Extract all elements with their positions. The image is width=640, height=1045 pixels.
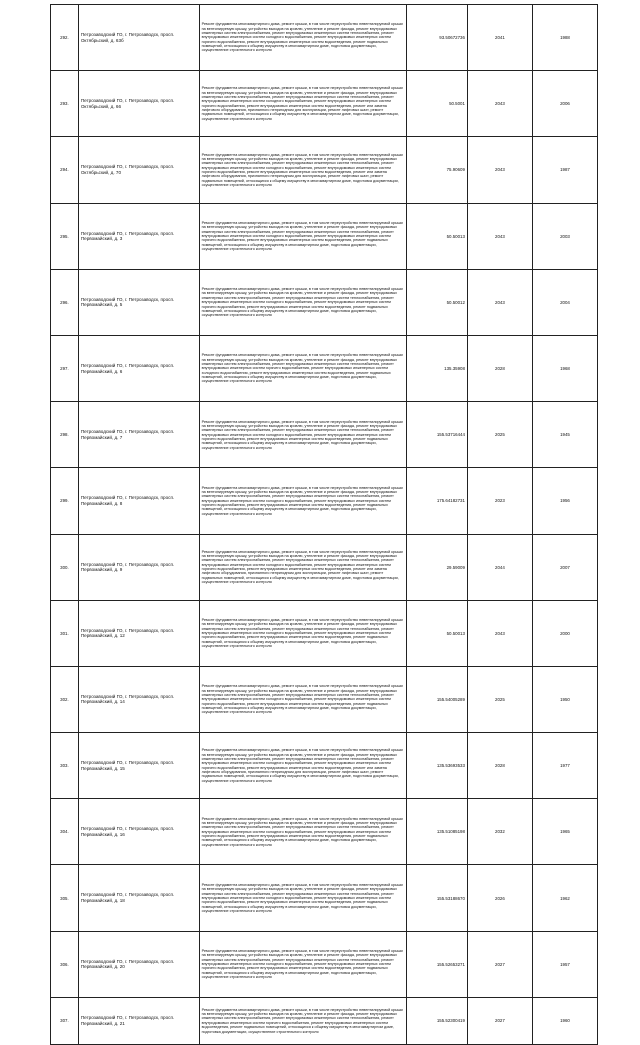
build-year-cell: 1965 xyxy=(532,799,597,865)
work-description-cell: Ремонт фундамента многоквартирного дома, ремонт крыши, в том числе переустройство невентилируемой крыши на вентилируемую крышу, устройство выходов на кровлю, утепление и ремонт фасада, ремонт внутридомовых инженерных систем электроснабжения, ремонт внутридомовых инженерных систем теплоснабжения, ремонт внутридомовых инженерных систем холодного водоснабжения, ремонт внутридомовых инженерных систем горячего водоснабжения, ремонт внутридомовых инженерных систем водоотведения, ремонт подвальных помещений, относящихся к общему имуществу в многоквартирном доме, подготовка документации, осуществление строительного контроля xyxy=(199,402,406,468)
cost-cell: 29.59009 xyxy=(407,534,468,600)
row-number: 295. xyxy=(51,203,79,269)
build-year-cell: 1988 xyxy=(532,5,597,71)
planned-year-cell: 2025 xyxy=(467,402,532,468)
table-body xyxy=(51,5,598,1045)
planned-year-cell: 2043 xyxy=(467,137,532,203)
work-description-cell: Ремонт фундамента многоквартирного дома, ремонт крыши, в том числе переустройство невентилируемой крыши на вентилируемую крышу, устройство выходов на кровлю, утепление и ремонт фасада, ремонт внутридомовых инженерных систем электроснабжения, ремонт внутридомовых инженерных систем теплоснабжения, ремонт внутридомовых инженерных систем холодного водоснабжения, ремонт внутридомовых инженерных систем горячего водоснабжения, ремонт внутридомовых инженерных систем водоотведения, ремонт подвальных помещений, относящихся к общему имуществу в многоквартирном доме, подготовка документации, осуществление строительного контроля xyxy=(199,5,406,71)
work-description-cell: Ремонт фундамента многоквартирного дома, ремонт крыши, в том числе переустройство невентилируемой крыши на вентилируемую крышу, устройство выходов на кровлю, утепление и ремонт фасада, ремонт внутридомовых инженерных систем электроснабжения, ремонт внутридомовых инженерных систем теплоснабжения, ремонт внутридомовых инженерных систем холодного водоснабжения, ремонт внутридомовых инженерных систем горячего водоснабжения, ремонт внутридомовых инженерных систем водоотведения, ремонт или замена лифтового оборудования, признанного непригодным для эксплуатации, ремонт лифтовых шахт, ремонт подвальных помещений, относящихся к общему имуществу в многоквартирном доме, подготовка документации, осуществление строительного контроля xyxy=(199,733,406,799)
cost-cell: 135.53693533 xyxy=(407,733,468,799)
address-cell: Петрозаводский ГО, г. Петрозаводск, просп. Октябрьский, д. 70 xyxy=(78,137,199,203)
address-cell: Петрозаводский ГО, г. Петрозаводск, просп. Первомайский, д. 18 xyxy=(78,865,199,931)
build-year-cell: 2004 xyxy=(532,269,597,335)
cost-cell: 155.54005289 xyxy=(407,666,468,732)
cost-cell: 155.53188670 xyxy=(407,865,468,931)
address-cell: Петрозаводский ГО, г. Петрозаводск, просп. Октябрьский, д. 63б xyxy=(78,5,199,71)
planned-year-cell: 2043 xyxy=(467,600,532,666)
build-year-cell: 2007 xyxy=(532,534,597,600)
address-cell: Петрозаводский ГО, г. Петрозаводск, просп. Первомайский, д. 21 xyxy=(78,997,199,1044)
table-row xyxy=(51,203,598,269)
planned-year-cell: 2043 xyxy=(467,71,532,137)
table-row xyxy=(51,71,598,137)
build-year-cell: 1950 xyxy=(532,666,597,732)
table-row xyxy=(51,534,598,600)
build-year-cell: 2006 xyxy=(532,71,597,137)
cost-cell: 135.35908 xyxy=(407,335,468,401)
document-page xyxy=(50,4,598,1045)
planned-year-cell: 2028 xyxy=(467,335,532,401)
work-description-cell: Ремонт фундамента многоквартирного дома, ремонт крыши, в том числе переустройство невентилируемой крыши на вентилируемую крышу, устройство выходов на кровлю, утепление и ремонт фасада, ремонт внутридомовых инженерных систем электроснабжения, ремонт внутридомовых инженерных систем теплоснабжения, ремонт внутридомовых инженерных систем горячего водоснабжения, ремонт внутридомовых инженерных систем холодного водоснабжения, ремонт внутридомовых инженерных систем водоотведения, ремонт подвальных помещений, относящихся к общему имуществу в многоквартирном доме, подготовка документации, осуществление строительного контроля xyxy=(199,335,406,401)
address-cell: Петрозаводский ГО, г. Петрозаводск, просп. Первомайский, д. 5 xyxy=(78,269,199,335)
build-year-cell: 1968 xyxy=(532,335,597,401)
build-year-cell: 1945 xyxy=(532,402,597,468)
table-row xyxy=(51,931,598,997)
work-description-cell: Ремонт фундамента многоквартирного дома, ремонт крыши, в том числе переустройство невентилируемой крыши на вентилируемую крышу, устройство выходов на кровлю, утепление и ремонт фасада, ремонт внутридомовых инженерных систем электроснабжения, ремонт внутридомовых инженерных систем теплоснабжения, ремонт внутридомовых инженерных систем горячего водоснабжения, ремонт внутридомовых инженерных систем водоотведения, ремонт подвальных помещений, относящихся к общему имуществу в многоквартирном доме, подготовка документации, осуществление строительного контроля xyxy=(199,997,406,1044)
cost-cell: 93.50672736 xyxy=(407,5,468,71)
cost-cell: 75.90609 xyxy=(407,137,468,203)
build-year-cell: 1977 xyxy=(532,733,597,799)
cost-cell: 50.50013 xyxy=(407,203,468,269)
work-description-cell: Ремонт фундамента многоквартирного дома, ремонт крыши, в том числе переустройство невентилируемой крыши на вентилируемую крышу, устройство выходов на кровлю, утепление и ремонт фасада, ремонт внутридомовых инженерных систем электроснабжения, ремонт внутридомовых инженерных систем теплоснабжения, ремонт внутридомовых инженерных систем холодного водоснабжения, ремонт внутридомовых инженерных систем горячего водоснабжения, ремонт внутридомовых инженерных систем водоотведения, ремонт или замена лифтового оборудования, признанного непригодным для эксплуатации, ремонт лифтовых шахт, ремонт подвальных помещений, относящихся к общему имуществу в многоквартирном доме, подготовка документации, осуществление строительного контроля xyxy=(199,137,406,203)
cost-cell: 175.64182731 xyxy=(407,468,468,534)
work-description-cell: Ремонт фундамента многоквартирного дома, ремонт крыши, в том числе переустройство невентилируемой крыши на вентилируемую крышу, устройство выходов на кровлю, утепление и ремонт фасада, ремонт внутридомовых инженерных систем электроснабжения, ремонт внутридомовых инженерных систем теплоснабжения, ремонт внутридомовых инженерных систем холодного водоснабжения, ремонт внутридомовых инженерных систем горячего водоснабжения, ремонт внутридомовых инженерных систем водоотведения, ремонт подвальных помещений, относящихся к общему имуществу в многоквартирном доме, подготовка документации, осуществление строительного контроля xyxy=(199,600,406,666)
row-number: 299. xyxy=(51,468,79,534)
work-description-cell: Ремонт фундамента многоквартирного дома, ремонт крыши, в том числе переустройство невентилируемой крыши на вентилируемую крышу, устройство выходов на кровлю, утепление и ремонт фасада, ремонт внутридомовых инженерных систем электроснабжения, ремонт внутридомовых инженерных систем теплоснабжения, ремонт внутридомовых инженерных систем холодного водоснабжения, ремонт внутридомовых инженерных систем горячего водоснабжения, ремонт внутридомовых инженерных систем водоотведения, ремонт или замена лифтового оборудования, признанного непригодным для эксплуатации, ремонт лифтовых шахт, ремонт подвальных помещений, относящихся к общему имуществу в многоквартирном доме, подготовка документации, осуществление строительного контроля xyxy=(199,71,406,137)
build-year-cell: 1957 xyxy=(532,931,597,997)
planned-year-cell: 2025 xyxy=(467,666,532,732)
table-row xyxy=(51,5,598,71)
row-number: 300. xyxy=(51,534,79,600)
work-description-cell: Ремонт фундамента многоквартирного дома, ремонт крыши, в том числе переустройство невентилируемой крыши на вентилируемую крышу, устройство выходов на кровлю, утепление и ремонт фасада, ремонт внутридомовых инженерных систем электроснабжения, ремонт внутридомовых инженерных систем теплоснабжения, ремонт внутридомовых инженерных систем холодного водоснабжения, ремонт внутридомовых инженерных систем горячего водоснабжения, ремонт внутридомовых инженерных систем водоотведения, ремонт подвальных помещений, относящихся к общему имуществу в многоквартирном доме, подготовка документации, осуществление строительного контроля xyxy=(199,931,406,997)
row-number: 298. xyxy=(51,402,79,468)
work-description-cell: Ремонт фундамента многоквартирного дома, ремонт крыши, в том числе переустройство невентилируемой крыши на вентилируемую крышу, устройство выходов на кровлю, утепление и ремонт фасада, ремонт внутридомовых инженерных систем электроснабжения, ремонт внутридомовых инженерных систем теплоснабжения, ремонт внутридомовых инженерных систем холодного водоснабжения, ремонт внутридомовых инженерных систем горячего водоснабжения, ремонт внутридомовых инженерных систем водоотведения, ремонт подвальных помещений, относящихся к общему имуществу в многоквартирном доме, подготовка документации, осуществление строительного контроля xyxy=(199,666,406,732)
planned-year-cell: 2044 xyxy=(467,534,532,600)
table-row xyxy=(51,997,598,1044)
row-number: 301. xyxy=(51,600,79,666)
build-year-cell: 2000 xyxy=(532,600,597,666)
work-description-cell: Ремонт фундамента многоквартирного дома, ремонт крыши, в том числе переустройство невентилируемой крыши на вентилируемую крышу, устройство выходов на кровлю, утепление и ремонт фасада, ремонт внутридомовых инженерных систем электроснабжения, ремонт внутридомовых инженерных систем теплоснабжения, ремонт внутридомовых инженерных систем холодного водоснабжения, ремонт внутридомовых инженерных систем горячего водоснабжения, ремонт внутридомовых инженерных систем водоотведения, ремонт подвальных помещений, относящихся к общему имуществу в многоквартирном доме, подготовка документации, осуществление строительного контроля xyxy=(199,799,406,865)
table-row xyxy=(51,137,598,203)
row-number: 305. xyxy=(51,865,79,931)
planned-year-cell: 2027 xyxy=(467,997,532,1044)
planned-year-cell: 2027 xyxy=(467,931,532,997)
row-number: 307. xyxy=(51,997,79,1044)
address-cell: Петрозаводский ГО, г. Петрозаводск, просп. Первомайский, д. 14 xyxy=(78,666,199,732)
cost-cell: 50.50012 xyxy=(407,269,468,335)
row-number: 297. xyxy=(51,335,79,401)
planned-year-cell: 2026 xyxy=(467,865,532,931)
cost-cell: 50.5001 xyxy=(407,71,468,137)
work-description-cell: Ремонт фундамента многоквартирного дома, ремонт крыши, в том числе переустройство невентилируемой крыши на вентилируемую крышу, устройство выходов на кровлю, утепление и ремонт фасада, ремонт внутридомовых инженерных систем электроснабжения, ремонт внутридомовых инженерных систем теплоснабжения, ремонт внутридомовых инженерных систем холодного водоснабжения, ремонт внутридомовых инженерных систем горячего водоснабжения, ремонт внутридомовых инженерных систем водоотведения, ремонт подвальных помещений, относящихся к общему имуществу в многоквартирном доме, подготовка документации, осуществление строительного контроля xyxy=(199,269,406,335)
row-number: 304. xyxy=(51,799,79,865)
planned-year-cell: 2041 xyxy=(467,5,532,71)
repair-program-table xyxy=(50,4,598,1045)
table-row xyxy=(51,468,598,534)
cost-cell: 155.53716444 xyxy=(407,402,468,468)
cost-cell: 155.52653271 xyxy=(407,931,468,997)
table-row xyxy=(51,865,598,931)
table-row xyxy=(51,600,598,666)
address-cell: Петрозаводский ГО, г. Петрозаводск, просп. Первомайский, д. 8 xyxy=(78,468,199,534)
build-year-cell: 2003 xyxy=(532,203,597,269)
row-number: 296. xyxy=(51,269,79,335)
row-number: 292. xyxy=(51,5,79,71)
row-number: 306. xyxy=(51,931,79,997)
address-cell: Петрозаводский ГО, г. Петрозаводск, просп. Первомайский, д. 20 xyxy=(78,931,199,997)
address-cell: Петрозаводский ГО, г. Петрозаводск, просп. Первомайский, д. 3 xyxy=(78,203,199,269)
cost-cell: 155.52300419 xyxy=(407,997,468,1044)
planned-year-cell: 2023 xyxy=(467,468,532,534)
work-description-cell: Ремонт фундамента многоквартирного дома, ремонт крыши, в том числе переустройство невентилируемой крыши на вентилируемую крышу, устройство выходов на кровлю, утепление и ремонт фасада, ремонт внутридомовых инженерных систем электроснабжения, ремонт внутридомовых инженерных систем теплоснабжения, ремонт внутридомовых инженерных систем холодного водоснабжения, ремонт внутридомовых инженерных систем горячего водоснабжения, ремонт внутридомовых инженерных систем водоотведения, ремонт подвальных помещений, относящихся к общему имуществу в многоквартирном доме, подготовка документации, осуществление строительного контроля xyxy=(199,203,406,269)
table-row xyxy=(51,402,598,468)
address-cell: Петрозаводский ГО, г. Петрозаводск, просп. Первомайский, д. 16 xyxy=(78,799,199,865)
planned-year-cell: 2043 xyxy=(467,269,532,335)
address-cell: Петрозаводский ГО, г. Петрозаводск, просп. Первомайский, д. 9 xyxy=(78,534,199,600)
table-row xyxy=(51,269,598,335)
build-year-cell: 1962 xyxy=(532,865,597,931)
build-year-cell: 1987 xyxy=(532,137,597,203)
build-year-cell: 1960 xyxy=(532,997,597,1044)
address-cell: Петрозаводский ГО, г. Петрозаводск, просп. Первомайский, д. 7 xyxy=(78,402,199,468)
address-cell: Петрозаводский ГО, г. Петрозаводск, просп. Октябрьский, д. 66 xyxy=(78,71,199,137)
work-description-cell: Ремонт фундамента многоквартирного дома, ремонт крыши, в том числе переустройство невентилируемой крыши на вентилируемую крышу, устройство выходов на кровлю, утепление и ремонт фасада, ремонт внутридомовых инженерных систем электроснабжения, ремонт внутридомовых инженерных систем теплоснабжения, ремонт внутридомовых инженерных систем холодного водоснабжения, ремонт внутридомовых инженерных систем горячего водоснабжения, ремонт внутридомовых инженерных систем водоотведения, ремонт или замена лифтового оборудования, признанного непригодным для эксплуатации, ремонт лифтовых шахт, ремонт подвальных помещений, относящихся к общему имуществу в многоквартирном доме, подготовка документации, осуществление строительного контроля xyxy=(199,534,406,600)
row-number: 294. xyxy=(51,137,79,203)
table-row xyxy=(51,799,598,865)
work-description-cell: Ремонт фундамента многоквартирного дома, ремонт крыши, в том числе переустройство невентилируемой крыши на вентилируемую крышу, устройство выходов на кровлю, утепление и ремонт фасада, ремонт внутридомовых инженерных систем электроснабжения, ремонт внутридомовых инженерных систем теплоснабжения, ремонт внутридомовых инженерных систем холодного водоснабжения, ремонт внутридомовых инженерных систем горячего водоснабжения, ремонт внутридомовых инженерных систем водоотведения, ремонт подвальных помещений, относящихся к общему имуществу в многоквартирном доме, подготовка документации, осуществление строительного контроля xyxy=(199,468,406,534)
address-cell: Петрозаводский ГО, г. Петрозаводск, просп. Первомайский, д. 15 xyxy=(78,733,199,799)
address-cell: Петрозаводский ГО, г. Петрозаводск, просп. Первомайский, д. 12 xyxy=(78,600,199,666)
row-number: 302. xyxy=(51,666,79,732)
planned-year-cell: 2028 xyxy=(467,733,532,799)
table-row xyxy=(51,335,598,401)
planned-year-cell: 2043 xyxy=(467,203,532,269)
cost-cell: 50.50013 xyxy=(407,600,468,666)
table-row xyxy=(51,666,598,732)
cost-cell: 135.51085198 xyxy=(407,799,468,865)
table-row xyxy=(51,733,598,799)
row-number: 293. xyxy=(51,71,79,137)
build-year-cell: 1956 xyxy=(532,468,597,534)
address-cell: Петрозаводский ГО, г. Петрозаводск, просп. Первомайский, д. 6 xyxy=(78,335,199,401)
work-description-cell: Ремонт фундамента многоквартирного дома, ремонт крыши, в том числе переустройство невентилируемой крыши на вентилируемую крышу, устройство выходов на кровлю, утепление и ремонт фасада, ремонт внутридомовых инженерных систем электроснабжения, ремонт внутридомовых инженерных систем теплоснабжения, ремонт внутридомовых инженерных систем холодного водоснабжения, ремонт внутридомовых инженерных систем горячего водоснабжения, ремонт внутридомовых инженерных систем водоотведения, ремонт подвальных помещений, относящихся к общему имуществу в многоквартирном доме, подготовка документации, осуществление строительного контроля xyxy=(199,865,406,931)
row-number: 303. xyxy=(51,733,79,799)
planned-year-cell: 2032 xyxy=(467,799,532,865)
